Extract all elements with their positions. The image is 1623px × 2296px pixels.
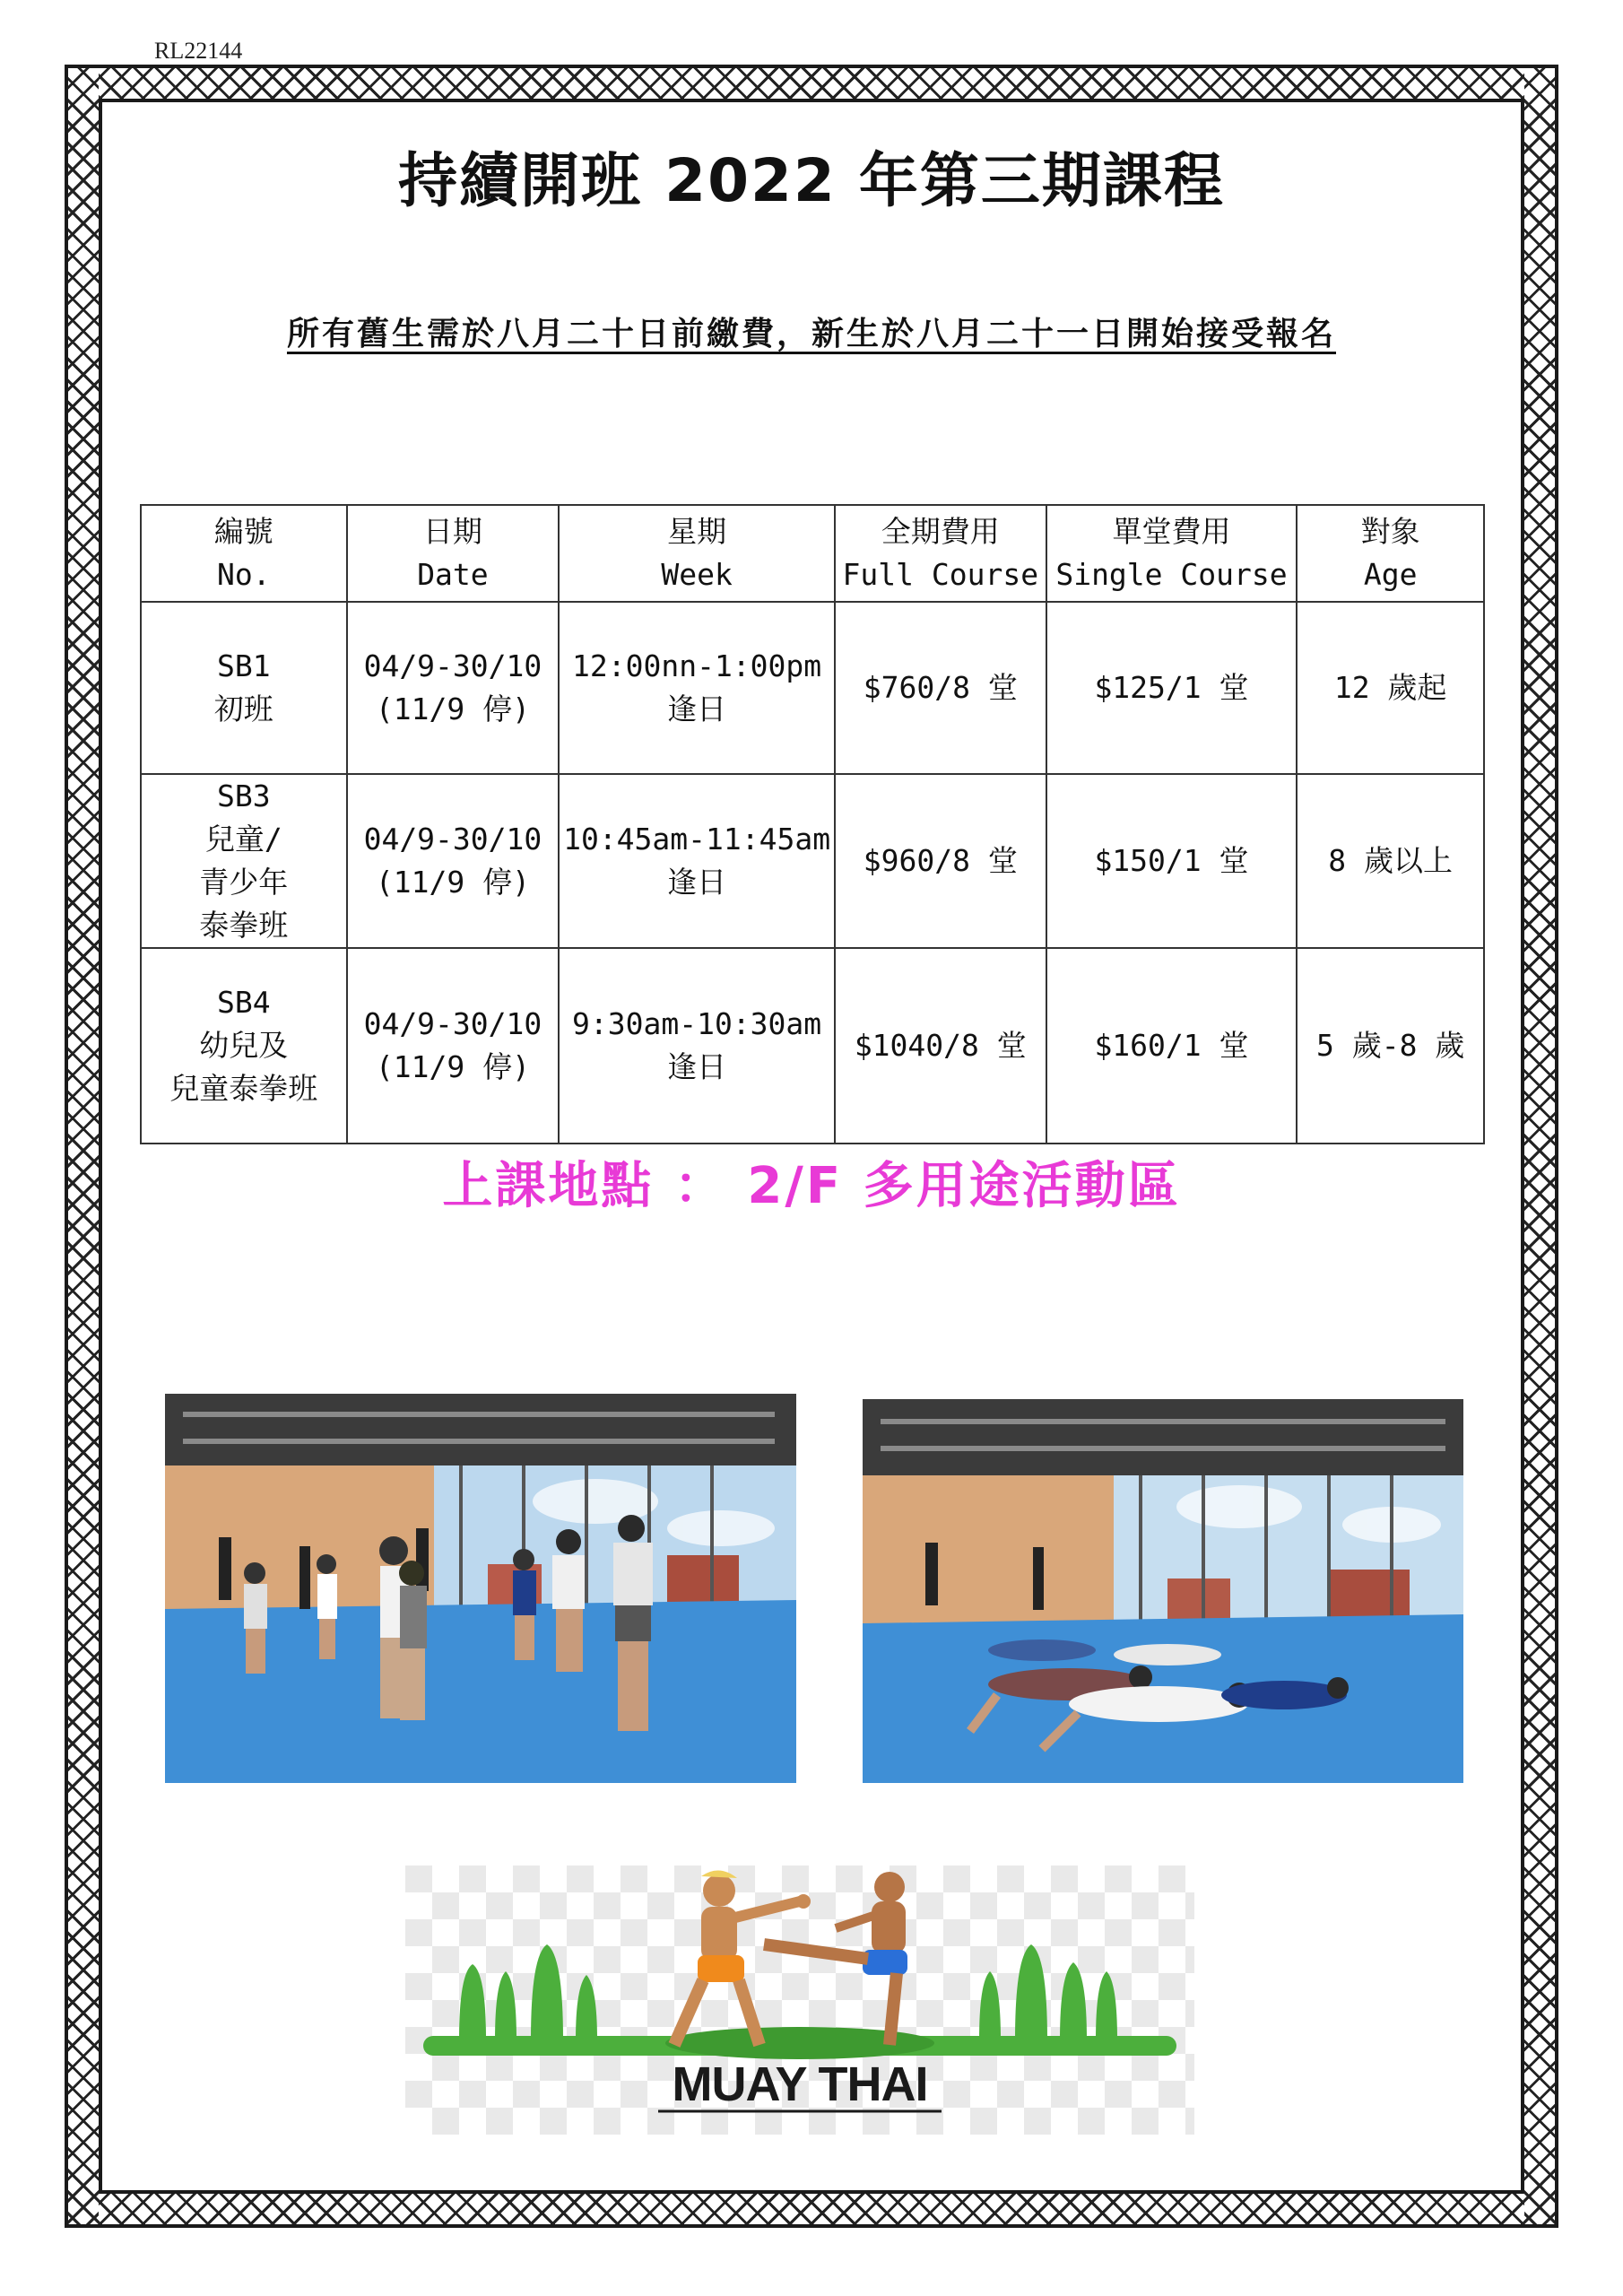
- class-code-cell: SB3 兒童/ 青少年 泰拳班: [141, 774, 347, 948]
- class-code-cell: SB4 幼兒及 兒童泰拳班: [141, 948, 347, 1144]
- full-fee-cell: $1040/8 堂: [835, 948, 1046, 1144]
- full-fee-cell: $960/8 堂: [835, 774, 1046, 948]
- header-cell: 對象 Age: [1297, 505, 1484, 602]
- class-code-cell: SB1 初班: [141, 602, 347, 774]
- header-cell: 星期 Week: [559, 505, 835, 602]
- class-location: 上課地點 ： 2/F 多用途活動區: [442, 1157, 1181, 1215]
- age-cell: 8 歲以上: [1297, 774, 1484, 948]
- age-cell: 12 歲起: [1297, 602, 1484, 774]
- single-fee-cell: $150/1 堂: [1046, 774, 1298, 948]
- date-cell: 04/9-30/10 (11/9 停): [347, 774, 560, 948]
- table-row: [141, 948, 1484, 1144]
- time-cell: 12:00nn-1:00pm 逢日: [559, 602, 835, 774]
- header-cell: 單堂費用 Single Course: [1046, 505, 1298, 602]
- table-row: [141, 602, 1484, 774]
- single-fee-cell: $125/1 堂: [1046, 602, 1298, 774]
- class-photo-standing: [165, 1394, 796, 1783]
- date-cell: 04/9-30/10 (11/9 停): [347, 602, 560, 774]
- schedule-table: [140, 504, 1485, 1144]
- muay-thai-logo: [405, 1866, 1194, 2135]
- single-fee-cell: $160/1 堂: [1046, 948, 1298, 1144]
- notice-text: 所有舊生需於八月二十日前繳費，新生於八月二十一日開始接受報名: [286, 316, 1336, 352]
- page-title: 持續開班 2022 年第三期課程: [398, 146, 1225, 215]
- age-cell: 5 歲-8 歲: [1297, 948, 1484, 1144]
- table-row: [141, 774, 1484, 948]
- class-photo-pushups: [863, 1399, 1463, 1783]
- time-cell: 10:45am-11:45am 逢日: [559, 774, 835, 948]
- time-cell: 9:30am-10:30am 逢日: [559, 948, 835, 1144]
- logo-text: MUAY THAI: [672, 2057, 928, 2111]
- table-header-row: [141, 505, 1484, 602]
- document-code: RL22144: [154, 38, 243, 64]
- registration-notice: [0, 309, 1623, 354]
- header-cell: 編號 No.: [141, 505, 347, 602]
- header-cell: 全期費用 Full Course: [835, 505, 1046, 602]
- header-cell: 日期 Date: [347, 505, 560, 602]
- full-fee-cell: $760/8 堂: [835, 602, 1046, 774]
- date-cell: 04/9-30/10 (11/9 停): [347, 948, 560, 1144]
